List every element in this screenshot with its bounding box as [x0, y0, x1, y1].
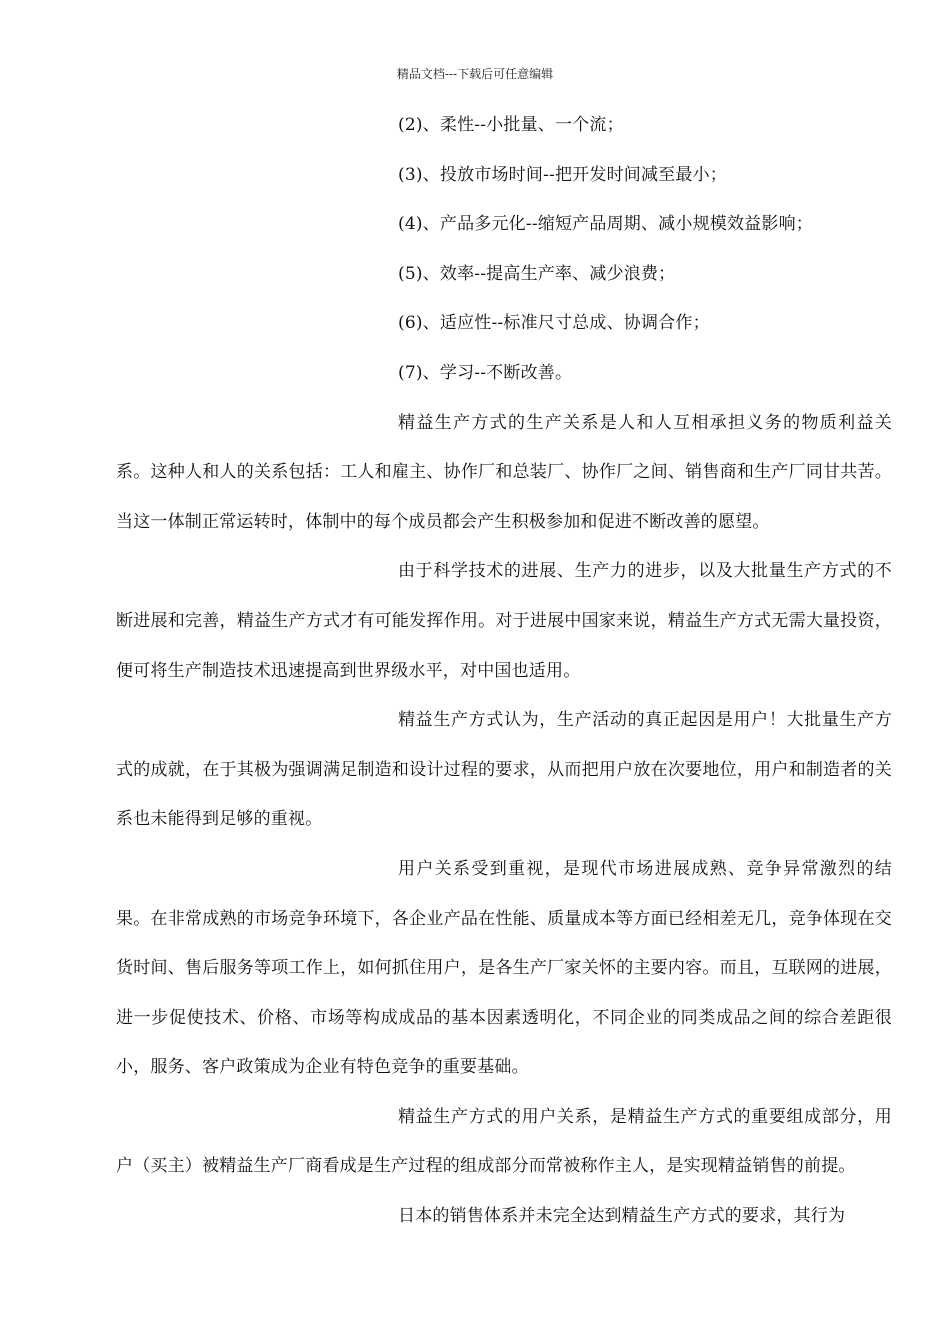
list-item: (4)、产品多元化--缩短产品周期、减小规模效益影响；: [398, 214, 813, 235]
paragraph: 由于科学技术的进展、生产力的进步，以及大批量生产方式的不断进展和完善，精益生产方式才有可能发挥作用。对于进展中国家来说，精益生产方式无需大量投资，便可将生产制造技术迅速提高到世界级水平，对中国也适用。: [116, 561, 892, 681]
paragraph: 精益生产方式的生产关系是人和人互相承担义务的物质利益关系。这种人和人的关系包括：工人和雇主、协作厂和总装厂、协作厂之间、销售商和生产厂同甘共苦。当这一体制正常运转时，体制中的每个成员都会产生积极参加和促进不断改善的愿望。: [116, 412, 892, 532]
paragraph: 日本的销售体系并未完全达到精益生产方式的要求，其行为: [398, 1206, 846, 1227]
list-item: (2)、柔性--小批量、一个流；: [398, 115, 624, 135]
list-item: (5)、效率--提高生产率、减少浪费；: [398, 263, 676, 284]
list-item: (3)、投放市场时间--把开发时间减至最小；: [398, 164, 727, 185]
page-header: 精品文档---下载后可任意编辑: [396, 67, 554, 81]
list-item: (6)、适应性--标准尺寸总成、协调合作；: [398, 313, 710, 334]
paragraph: 精益生产方式认为，生产活动的真正起因是用户！大批量生产方式的成就，在于其极为强调满足制造和设计过程的要求，从而把用户放在次要地位，用户和制造者的关系也未能得到足够的重视。: [116, 710, 892, 830]
list-item: (7)、学习--不断改善。: [398, 362, 573, 383]
paragraph: 精益生产方式的用户关系，是精益生产方式的重要组成部分，用户（买主）被精益生产厂商看成是生产过程的组成部分而常被称作主人，是实现精益销售的前提。: [116, 1106, 892, 1177]
document-body: [116, 101, 892, 1242]
paragraph: 用户关系受到重视，是现代市场进展成熟、竞争异常激烈的结果。在非常成熟的市场竞争环境下，各企业产品在性能、质量成本等方面已经相差无几，竞争体现在交货时间、售后服务等项工作上，如何抓住用户，是各生产厂家关怀的主要内容。而且，互联网的进展，进一步促使技术、价格、市场等构成成品的基本因素透明化，不同企业的同类成品之间的综合差距很小，服务、客户政策成为企业有特色竞争的重要基础。: [116, 858, 892, 1078]
